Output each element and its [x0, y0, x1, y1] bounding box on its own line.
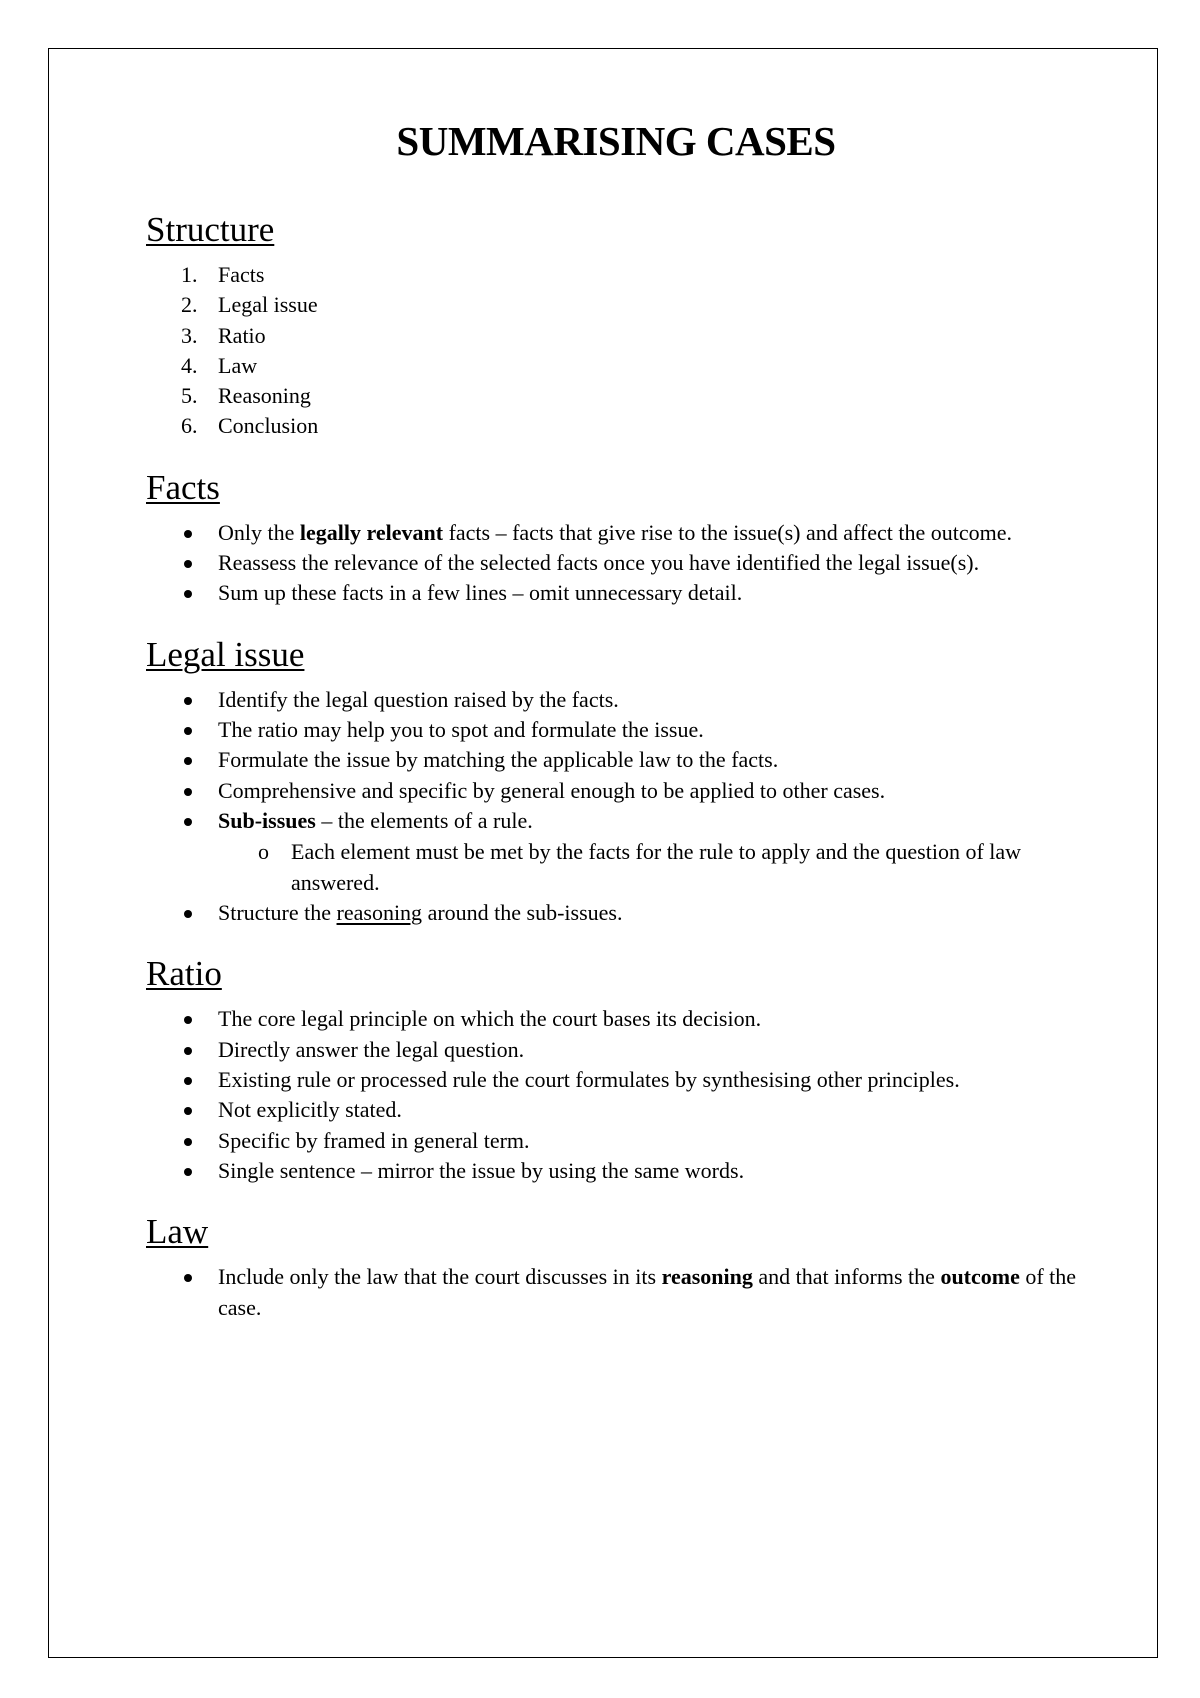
text-run: of the case.	[218, 1264, 1077, 1320]
legal-issue-list-item	[146, 776, 1086, 806]
bullet-icon	[184, 818, 192, 826]
list-item-text: The core legal principle on which the court bases its decision.	[218, 1006, 762, 1032]
section-ratio	[146, 954, 1086, 1186]
list-item-text: Specific by framed in general term.	[218, 1127, 530, 1153]
bullet-icon	[184, 727, 192, 735]
section-structure	[146, 210, 1086, 442]
section-heading-facts: Facts	[146, 467, 220, 507]
bold-text: legally relevant	[299, 519, 444, 545]
list-number: 1.	[181, 262, 198, 287]
bold-text: Sub-issues	[218, 807, 316, 833]
list-item-text: Legal issue	[218, 292, 318, 318]
ratio-list-item	[146, 1035, 1086, 1065]
bold-text: outcome	[940, 1264, 1020, 1290]
legal-issue-list-item	[146, 685, 1086, 715]
document-body	[146, 110, 1086, 1323]
bullet-icon	[184, 788, 192, 796]
structure-list	[146, 260, 1086, 442]
bullet-icon	[184, 757, 192, 765]
section-facts	[146, 468, 1086, 609]
bullet-icon	[184, 1138, 192, 1146]
list-item-text: Reasoning	[218, 383, 311, 409]
section-heading-legal-issue: Legal issue	[146, 634, 305, 674]
list-item-text: Reassess the relevance of the selected facts once you have identified the legal issue(s).	[218, 550, 980, 576]
section-legal-issue	[146, 635, 1086, 929]
bullet-icon	[184, 1016, 192, 1024]
circle-bullet-icon: o	[258, 839, 269, 865]
legal-issue-list-item	[146, 745, 1086, 775]
bullet-icon	[184, 1077, 192, 1085]
facts-list-item	[146, 548, 1086, 578]
section-heading-structure: Structure	[146, 210, 275, 249]
text-run: Structure the	[218, 900, 337, 926]
bullet-icon	[184, 590, 192, 598]
text-run: – the elements of a rule.	[315, 807, 533, 833]
law-list-item	[146, 1262, 1086, 1323]
list-item-text: Conclusion	[218, 413, 319, 439]
ratio-list	[146, 1004, 1086, 1186]
list-item-text: Each element must be met by the facts for the rule to apply and the question of law answered.	[291, 839, 1022, 896]
text-run: and that informs the	[752, 1264, 941, 1290]
bullet-icon	[184, 560, 192, 568]
structure-list-item	[146, 260, 1086, 290]
section-law	[146, 1212, 1086, 1323]
bullet-icon	[184, 530, 192, 538]
ratio-list-item	[146, 1126, 1086, 1156]
legal-issue-list	[146, 685, 1086, 929]
list-item-text: Formulate the issue by matching the applicable law to the facts.	[218, 747, 779, 773]
underlined-text: reasoning	[336, 900, 423, 926]
document-title: SUMMARISING CASES	[396, 118, 836, 164]
list-number: 4.	[181, 352, 198, 378]
list-item-text: Existing rule or processed rule the court formulates by synthesising other principles.	[218, 1067, 960, 1093]
list-item-text: Directly answer the legal question.	[218, 1036, 525, 1062]
structure-list-item	[146, 351, 1086, 381]
ratio-list-item	[146, 1156, 1086, 1186]
list-item-text: Facts	[218, 262, 265, 287]
ratio-list-item	[146, 1065, 1086, 1095]
legal-issue-list-item	[146, 898, 1086, 928]
text-run: around the sub-issues.	[422, 900, 623, 926]
list-item-text: Ratio	[218, 322, 266, 348]
text-run: Only the	[218, 519, 300, 545]
bullet-icon	[184, 697, 192, 705]
list-item-text: Law	[218, 352, 258, 378]
structure-list-item	[146, 381, 1086, 411]
list-number: 6.	[181, 413, 198, 439]
list-number: 2.	[181, 292, 198, 318]
law-list	[146, 1262, 1086, 1323]
legal-issue-list-item	[146, 715, 1086, 745]
text-run: Include only the law that the court discusses in its	[218, 1264, 662, 1290]
text-run: facts – facts that give rise to the issue(s) and affect the outcome.	[443, 519, 1013, 545]
ratio-list-item	[146, 1004, 1086, 1034]
list-item-text: Sum up these facts in a few lines – omit unnecessary detail.	[218, 580, 743, 606]
bullet-icon	[184, 1168, 192, 1176]
facts-list	[146, 518, 1086, 609]
list-number: 3.	[181, 322, 198, 348]
list-item-text: Single sentence – mirror the issue by using the same words.	[218, 1157, 745, 1183]
structure-list-item	[146, 290, 1086, 320]
bullet-icon	[184, 1047, 192, 1055]
section-heading-ratio: Ratio	[146, 954, 222, 994]
list-item-text: Identify the legal question raised by the facts.	[218, 686, 619, 712]
bullet-icon	[184, 1274, 192, 1282]
facts-list-item	[146, 578, 1086, 608]
list-item-text: Not explicitly stated.	[218, 1097, 402, 1123]
list-item-text: The ratio may help you to spot and formulate the issue.	[218, 716, 704, 742]
bold-text: reasoning	[661, 1264, 753, 1290]
list-number: 5.	[181, 383, 198, 409]
structure-list-item	[146, 411, 1086, 441]
bullet-icon	[184, 910, 192, 918]
ratio-list-item	[146, 1095, 1086, 1125]
structure-list-item	[146, 321, 1086, 351]
legal-issue-sub-item	[146, 836, 1086, 898]
legal-issue-list-item	[146, 806, 1086, 836]
facts-list-item	[146, 518, 1086, 548]
section-heading-law: Law	[146, 1212, 209, 1252]
bullet-icon	[184, 1107, 192, 1115]
list-item-text: Comprehensive and specific by general enough to be applied to other cases.	[218, 777, 886, 803]
